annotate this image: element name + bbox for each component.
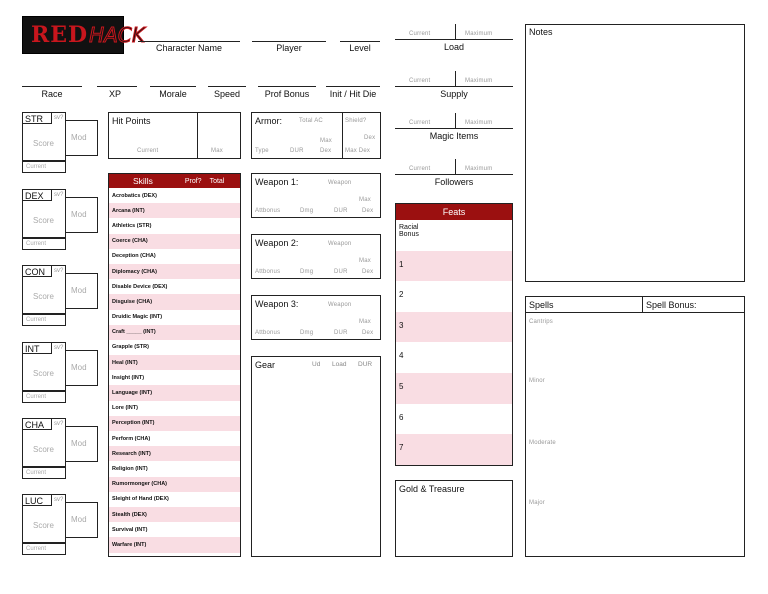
- redhack-logo: [22, 16, 145, 54]
- logo-hack-text: HACK: [89, 23, 145, 47]
- weapon-3-dex: Dex: [362, 330, 374, 336]
- hit-points-box[interactable]: [108, 112, 241, 159]
- mod-placeholder: Mod: [71, 286, 87, 295]
- weapon-3-dmg: Dmg: [300, 330, 314, 336]
- gold-treasure-box[interactable]: [395, 480, 513, 557]
- weapon-2-max: Max: [359, 258, 371, 264]
- skill-row[interactable]: Insight (INT): [112, 374, 145, 381]
- armor-box[interactable]: [251, 112, 381, 159]
- armor-shield[interactable]: Shield?: [345, 118, 367, 124]
- skill-row[interactable]: Disguise (CHA): [109, 294, 240, 309]
- character-name-line[interactable]: [138, 41, 240, 42]
- mod-placeholder: Mod: [71, 439, 87, 448]
- ability-cha[interactable]: [22, 418, 98, 480]
- gear-title: Gear: [255, 360, 276, 370]
- save-checkbox[interactable]: sv?: [54, 268, 64, 274]
- ability-str[interactable]: [22, 112, 98, 174]
- morale-line[interactable]: [150, 86, 196, 87]
- skill-row[interactable]: Perception (INT): [109, 416, 240, 431]
- spells-title: Spells: [529, 300, 554, 310]
- mod-placeholder: Mod: [71, 515, 87, 524]
- player-line[interactable]: [252, 41, 326, 42]
- feat-row-label: 5: [399, 381, 404, 391]
- prof-column-header: Prof?: [184, 177, 202, 185]
- ability-con[interactable]: [22, 265, 98, 327]
- gold-treasure-title: Gold & Treasure: [399, 484, 465, 494]
- skill-row[interactable]: Sleight of Hand (DEX): [112, 496, 169, 503]
- save-checkbox[interactable]: sv?: [54, 497, 64, 503]
- mod-placeholder: Mod: [71, 363, 87, 372]
- hp-current-label: Current: [137, 148, 159, 154]
- armor-dex: Dex: [320, 148, 332, 154]
- skill-row[interactable]: Craft _____ (INT): [109, 325, 240, 340]
- skill-row[interactable]: Research (INT): [109, 446, 240, 461]
- speed-line[interactable]: [208, 86, 246, 87]
- magic-items-maximum: Maximum: [465, 120, 493, 126]
- feat-row-label: 7: [399, 443, 404, 453]
- feat-row-label: 6: [399, 412, 404, 422]
- weapon-2-title: Weapon 2:: [255, 238, 299, 248]
- race-line[interactable]: [22, 86, 82, 87]
- weapon-1-title: Weapon 1:: [255, 177, 299, 187]
- skills-title: Skills: [133, 176, 153, 186]
- level-line[interactable]: [340, 41, 380, 42]
- save-checkbox[interactable]: sv?: [54, 192, 64, 198]
- skill-row[interactable]: Grapple (STR): [112, 344, 149, 351]
- score-placeholder: Score: [33, 292, 54, 301]
- armor-title: Armor:: [255, 116, 282, 126]
- init-hit-die-line[interactable]: [326, 86, 380, 87]
- spell-bonus-label[interactable]: Spell Bonus:: [646, 300, 697, 310]
- weapon-3-title: Weapon 3:: [255, 299, 299, 309]
- score-placeholder: Score: [33, 216, 54, 225]
- save-checkbox[interactable]: sv?: [54, 115, 64, 121]
- weapon-3-box[interactable]: [251, 295, 381, 340]
- feats-panel: [395, 203, 513, 466]
- load-label: Load: [443, 42, 465, 52]
- ability-luc[interactable]: [22, 494, 98, 556]
- ability-name: LUC: [23, 495, 52, 506]
- skill-row[interactable]: Warfare (INT): [109, 537, 240, 552]
- hp-max-label: Max: [211, 148, 223, 154]
- weapon-2-dmg: Dmg: [300, 269, 314, 275]
- weapon-3-max: Max: [359, 319, 371, 325]
- morale-label: Morale: [159, 89, 187, 99]
- supply-label: Supply: [440, 89, 468, 99]
- current-placeholder: Current: [26, 394, 47, 400]
- skill-row[interactable]: Survival (INT): [112, 526, 148, 533]
- spells-minor: Minor: [529, 378, 546, 384]
- weapon-3-attbonus: Attbonus: [255, 330, 281, 336]
- armor-dur: DUR: [290, 148, 304, 154]
- current-placeholder: Current: [26, 164, 47, 170]
- score-placeholder: Score: [33, 139, 54, 148]
- load-counter[interactable]: [395, 24, 513, 54]
- weapon-1-box[interactable]: [251, 173, 381, 218]
- skill-row[interactable]: Stealth (DEX): [109, 507, 240, 522]
- armor-max-dex: Max Dex: [345, 148, 371, 154]
- supply-current: Current: [409, 78, 431, 84]
- feat-row[interactable]: [396, 342, 512, 373]
- feat-row[interactable]: [396, 434, 512, 465]
- weapon-2-attbonus: Attbonus: [255, 269, 281, 275]
- skill-row[interactable]: Diplomacy (CHA): [109, 264, 240, 279]
- magic-items-counter[interactable]: [395, 113, 513, 143]
- spells-moderate: Moderate: [529, 440, 556, 446]
- feat-row-label: 4: [399, 351, 404, 361]
- skills-header: [109, 174, 240, 188]
- weapon-1-name: Weapon: [328, 180, 352, 186]
- notes-title: Notes: [529, 27, 553, 37]
- armor-total-ac: Total AC: [299, 118, 323, 124]
- weapon-1-dur: DUR: [334, 208, 348, 214]
- skill-row[interactable]: Perform (CHA): [112, 435, 151, 442]
- notes-box[interactable]: [525, 24, 745, 282]
- followers-current: Current: [409, 166, 431, 172]
- weapon-1-dmg: Dmg: [300, 208, 314, 214]
- skills-panel: [108, 173, 241, 557]
- score-placeholder: Score: [33, 369, 54, 378]
- gear-dur-header: DUR: [358, 361, 373, 368]
- player-label: Player: [276, 43, 302, 53]
- prof-bonus-label: Prof Bonus: [264, 89, 310, 99]
- followers-maximum: Maximum: [465, 166, 493, 172]
- ability-name: CHA: [23, 419, 52, 430]
- armor-max-label: Max: [320, 138, 332, 144]
- gear-load-header: Load: [332, 361, 347, 368]
- skill-row[interactable]: Religion (INT): [112, 465, 148, 472]
- speed-label: Speed: [213, 89, 241, 99]
- weapon-3-name: Weapon: [328, 302, 352, 308]
- feat-row[interactable]: [396, 220, 512, 251]
- feat-row-label: 1: [399, 259, 404, 269]
- load-maximum: Maximum: [465, 31, 493, 37]
- skill-row[interactable]: Rumormonger (CHA): [109, 477, 240, 492]
- score-placeholder: Score: [33, 445, 54, 454]
- supply-maximum: Maximum: [465, 78, 493, 84]
- feat-row[interactable]: [396, 373, 512, 404]
- feats-header: Feats: [396, 204, 512, 220]
- load-current: Current: [409, 31, 431, 37]
- current-placeholder: Current: [26, 470, 47, 476]
- score-placeholder: Score: [33, 521, 54, 530]
- skill-row[interactable]: Coerce (CHA): [109, 234, 240, 249]
- feat-row[interactable]: [396, 281, 512, 312]
- total-column-header: Total: [209, 177, 225, 185]
- current-placeholder: Current: [26, 317, 47, 323]
- supply-counter[interactable]: [395, 71, 513, 101]
- skill-row[interactable]: Druidic Magic (INT): [112, 314, 163, 321]
- weapon-1-max: Max: [359, 197, 371, 203]
- magic-items-current: Current: [409, 120, 431, 126]
- xp-label: XP: [108, 89, 121, 99]
- save-checkbox[interactable]: sv?: [54, 421, 64, 427]
- ability-name: STR: [23, 113, 52, 124]
- spells-major: Major: [529, 500, 546, 506]
- feat-row-label: Racial Bonus: [399, 224, 419, 238]
- gear-box[interactable]: [251, 356, 381, 557]
- gear-ud-header: Ud: [312, 361, 321, 368]
- skill-row[interactable]: Acrobatics (DEX): [112, 192, 157, 199]
- ability-name: CON: [23, 266, 52, 277]
- save-checkbox[interactable]: sv?: [54, 345, 64, 351]
- current-placeholder: Current: [26, 241, 47, 247]
- ability-int[interactable]: [22, 342, 98, 404]
- mod-placeholder: Mod: [71, 133, 87, 142]
- weapon-1-attbonus: Attbonus: [255, 208, 281, 214]
- prof-bonus-line[interactable]: [258, 86, 316, 87]
- armor-type: Type: [255, 148, 269, 154]
- spells-cantrips: Cantrips: [529, 319, 553, 325]
- weapon-1-dex: Dex: [362, 208, 374, 214]
- level-label: Level: [349, 43, 371, 53]
- ability-name: DEX: [23, 190, 52, 201]
- skill-row[interactable]: Lore (INT): [112, 405, 138, 412]
- character-name-label: Character Name: [155, 43, 223, 53]
- spells-header: [526, 297, 744, 313]
- spells-box[interactable]: [525, 296, 745, 557]
- weapon-2-name: Weapon: [328, 241, 352, 247]
- magic-items-label: Magic Items: [429, 131, 479, 141]
- feat-row-label: 3: [399, 320, 404, 330]
- hit-points-title: Hit Points: [112, 116, 151, 126]
- weapon-3-dur: DUR: [334, 330, 348, 336]
- feat-row[interactable]: [396, 251, 512, 282]
- ability-dex[interactable]: [22, 189, 98, 251]
- skill-row[interactable]: Deception (CHA): [112, 253, 156, 260]
- skill-row[interactable]: Athletics (STR): [112, 222, 152, 229]
- feat-row[interactable]: [396, 404, 512, 435]
- race-label: Race: [41, 89, 63, 99]
- logo-red-text: RED: [31, 22, 89, 48]
- feat-row[interactable]: [396, 312, 512, 343]
- mod-placeholder: Mod: [71, 210, 87, 219]
- skill-row[interactable]: Heal (INT): [109, 355, 240, 370]
- weapon-2-box[interactable]: [251, 234, 381, 279]
- skill-row[interactable]: Language (INT): [109, 385, 240, 400]
- skill-row[interactable]: Arcana (INT): [109, 203, 240, 218]
- feat-row-label: 2: [399, 290, 404, 300]
- followers-label: Followers: [434, 177, 474, 187]
- init-hit-die-label: Init / Hit Die: [329, 89, 377, 99]
- followers-counter[interactable]: [395, 159, 513, 189]
- skill-row[interactable]: Disable Device (DEX): [112, 283, 168, 290]
- ability-name: INT: [23, 343, 52, 354]
- weapon-2-dex: Dex: [362, 269, 374, 275]
- current-placeholder: Current: [26, 546, 47, 552]
- xp-line[interactable]: [97, 86, 137, 87]
- armor-dex-label: Dex: [364, 135, 376, 141]
- weapon-2-dur: DUR: [334, 269, 348, 275]
